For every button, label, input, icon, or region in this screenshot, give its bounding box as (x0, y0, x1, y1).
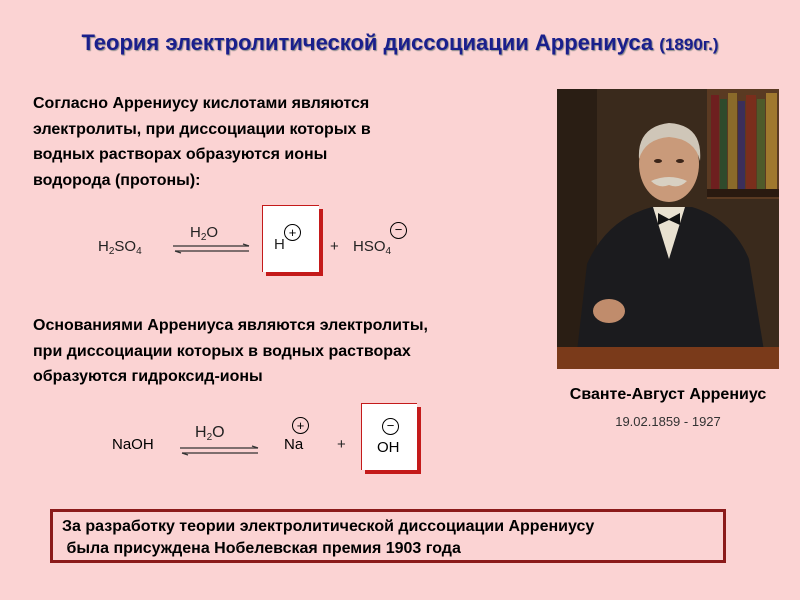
acid-equilibrium-arrow (173, 244, 251, 254)
acid-plus-sign: + (330, 238, 339, 255)
base-solvent-label: $H_2O$ (195, 424, 225, 443)
base-line: при диссоциации которых в водных растворах (33, 342, 411, 360)
acid-line: Согласно Аррениусу кислотами являются (33, 95, 370, 112)
title-year: (1890г.) (659, 35, 719, 54)
base-reactant: NaOH (112, 436, 154, 453)
arrhenius-portrait (557, 89, 779, 369)
base-equilibrium-arrow (180, 446, 260, 456)
acid-line: электролиты, при диссоциации которых в (33, 120, 371, 138)
acid-cation: H (274, 236, 285, 253)
acid-line: водных растворах образуются ионы (33, 146, 328, 163)
nobel-line: была присуждена Нобелевская премия 1903 года (62, 540, 461, 557)
base-definition (33, 313, 428, 390)
plus-charge-icon: + (292, 417, 309, 434)
minus-charge-icon: − (382, 418, 399, 435)
acid-anion: $HSO_4$ (353, 238, 392, 257)
portrait-caption-name: Сванте-Август Аррениус (569, 386, 767, 403)
base-plus-sign: + (337, 436, 346, 453)
title-text: Теория электролитической диссоциации Аррениуса (81, 30, 654, 55)
acid-reactant: $H_2SO_4$ (98, 238, 142, 257)
acid-cation-box (262, 205, 319, 272)
base-line: Основаниями Аррениуса являются электролиты, (33, 317, 428, 334)
base-anion: OH (377, 439, 400, 456)
acid-line: водорода (протоны): (33, 171, 201, 189)
base-line: образуются гидроксид-ионы (33, 368, 263, 385)
portrait-caption-dates: 19.02.1859 - 1927 (615, 414, 721, 429)
minus-charge-icon: − (390, 222, 407, 239)
nobel-line: За разработку теории электролитической диссоциации Аррениусу (62, 518, 595, 535)
nobel-prize-box (50, 509, 726, 563)
acid-definition (33, 91, 371, 193)
acid-solvent-label: $H_2O$ (190, 224, 219, 243)
base-cation: Na (284, 436, 304, 453)
plus-charge-icon: + (284, 224, 301, 241)
slide-title (0, 30, 800, 56)
base-anion-box (361, 403, 417, 470)
